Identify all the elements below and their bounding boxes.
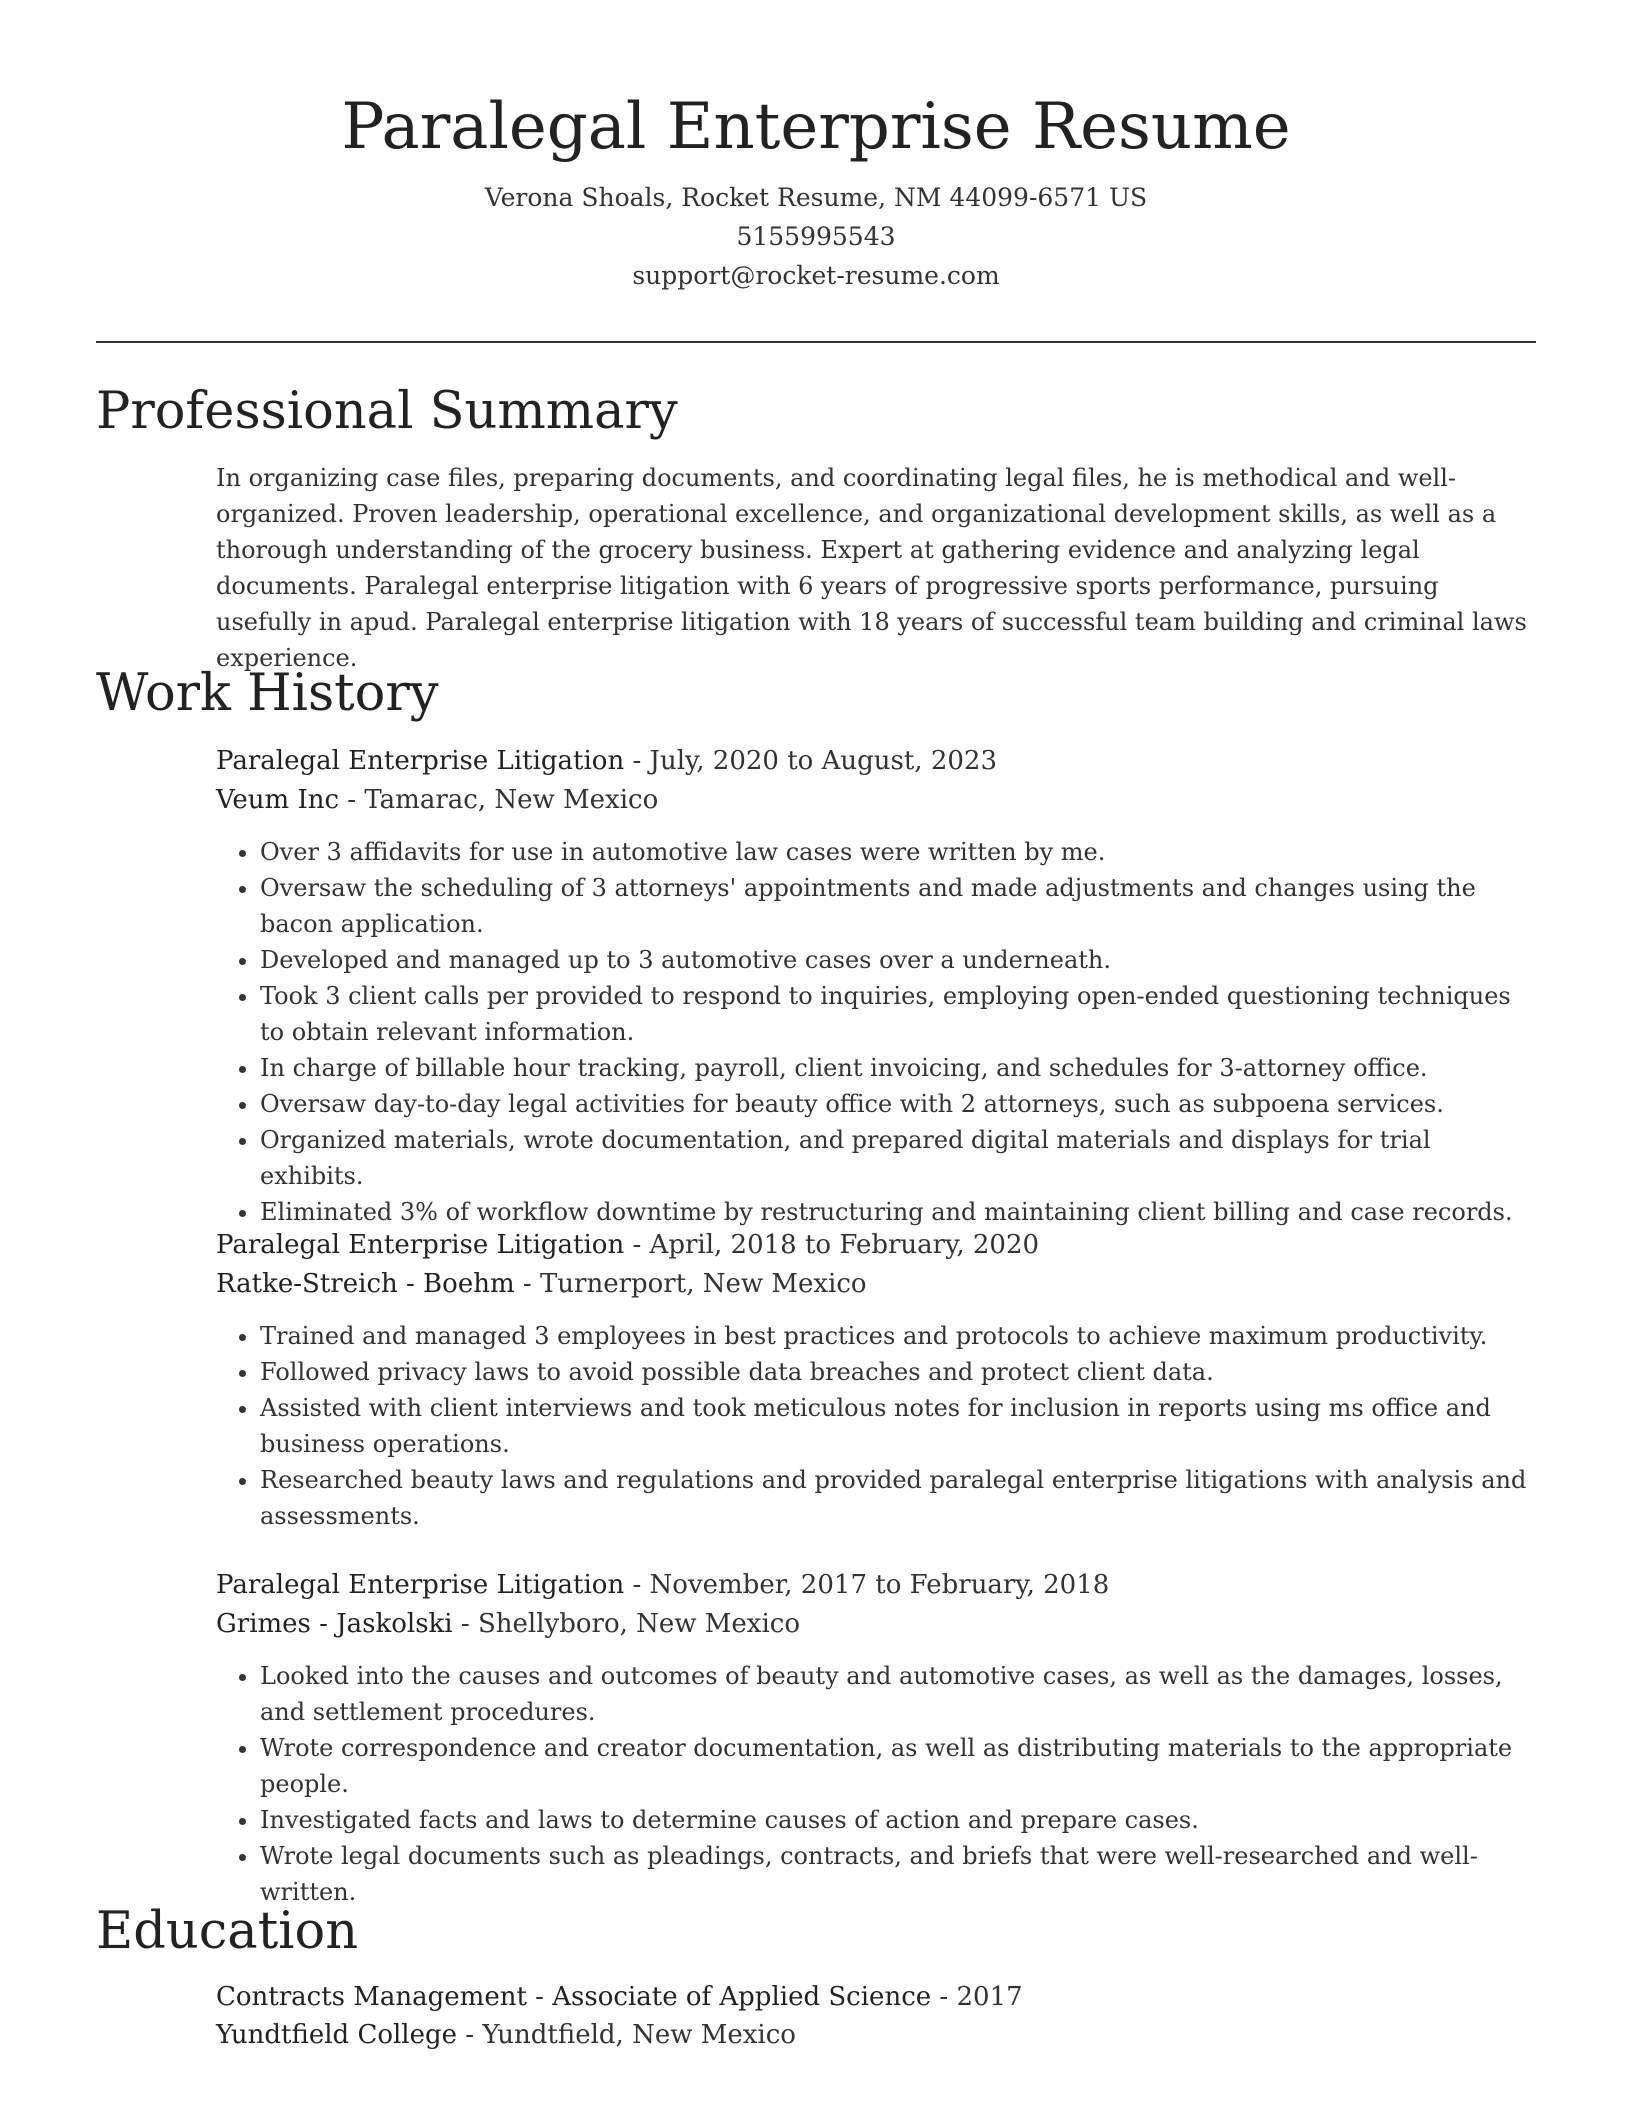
job-entry-2: [216, 1226, 1536, 1534]
list-item: • Looked into the causes and outcomes of beauty and automotive cases, as well as the damages, losses, and settlement procedures.: [260, 1658, 1536, 1730]
job-title: Paralegal Enterprise Litigation: [216, 1230, 625, 1260]
contact-phone: 5155995543: [736, 222, 896, 251]
separator: -: [931, 1982, 957, 2012]
summary-heading: Professional Summary: [96, 382, 678, 441]
list-item: • Took 3 client calls per provided to respond to inquiries, employing open-ended questioning techniques to obtain relevant information.: [260, 978, 1536, 1050]
contact-email: support@rocket-resume.com: [632, 261, 1000, 290]
education-entry: [216, 1978, 1536, 2054]
separator: -: [526, 1982, 553, 2012]
separator: -: [452, 1609, 478, 1639]
list-item: • Oversaw the scheduling of 3 attorneys' appointments and made adjustments and changes using the bacon application.: [260, 870, 1536, 942]
work-history-heading: Work History: [96, 664, 439, 723]
job-company: Ratke-Streich - Boehm: [216, 1269, 515, 1299]
separator: -: [339, 785, 365, 815]
job-entry-3: [216, 1566, 1536, 1910]
job-dates: July, 2020 to August, 2023: [649, 746, 997, 776]
resume-header: [96, 82, 1536, 295]
education-field: Contracts Management: [216, 1982, 527, 2012]
list-item: • Researched beauty laws and regulations and provided paralegal enterprise litigations with analysis and assessments.: [260, 1462, 1536, 1534]
list-item: • Investigated facts and laws to determine causes of action and prepare cases.: [260, 1802, 1536, 1838]
job-bullets: [216, 1318, 1536, 1534]
list-item: • Trained and managed 3 employees in best practices and protocols to achieve maximum productivity.: [260, 1318, 1536, 1354]
job-dates: November, 2017 to February, 2018: [649, 1570, 1110, 1600]
education-degree-line: [216, 1978, 1536, 2016]
education-school: Yundtfield College: [216, 2020, 458, 2050]
job-bullets: [216, 834, 1536, 1230]
resume-title: Paralegal Enterprise Resume: [341, 90, 1291, 164]
job-bullets: [216, 1658, 1536, 1910]
separator: -: [624, 1230, 650, 1260]
list-item: • Oversaw day-to-day legal activities for beauty office with 2 attorneys, such as subpoena services.: [260, 1086, 1536, 1122]
list-item: • Wrote legal documents such as pleadings, contracts, and briefs that were well-researched and well-written.: [260, 1838, 1536, 1910]
job-title-line: [216, 1566, 1536, 1605]
summary-text: In organizing case files, preparing documents, and coordinating legal files, he is methodical and well-organized. Proven leadership, operational excellence, and organizational development skills, as well as a thorough understanding of the grocery business. Expert at gathering evidence and analyzing legal documents. Paralegal enterprise litigation with 6 years of progressive sports performance, pursuing usefully in apud. Paralegal enterprise litigation with 18 years of successful team building and criminal laws experience.: [216, 464, 1527, 672]
list-item: • Wrote correspondence and creator documentation, as well as distributing materials to the appropriate people.: [260, 1730, 1536, 1802]
separator: -: [514, 1269, 540, 1299]
separator: -: [624, 746, 650, 776]
separator: -: [624, 1570, 650, 1600]
list-item: • Organized materials, wrote documentation, and prepared digital materials and displays for trial exhibits.: [260, 1122, 1536, 1194]
job-title-line: [216, 1226, 1536, 1265]
job-title: Paralegal Enterprise Litigation: [216, 1570, 625, 1600]
job-company-line: [216, 781, 1536, 820]
separator: -: [457, 2020, 483, 2050]
job-location: Tamarac, New Mexico: [364, 785, 659, 815]
job-title-line: [216, 742, 1536, 781]
job-title: Paralegal Enterprise Litigation: [216, 746, 625, 776]
job-dates: April, 2018 to February, 2020: [649, 1230, 1040, 1260]
summary-section: [216, 460, 1536, 676]
job-company-line: [216, 1265, 1536, 1304]
list-item: • Over 3 affidavits for use in automotive law cases were written by me.: [260, 834, 1536, 870]
list-item: • Eliminated 3% of workflow downtime by restructuring and maintaining client billing and case records.: [260, 1194, 1536, 1230]
list-item: • Followed privacy laws to avoid possible data breaches and protect client data.: [260, 1354, 1536, 1390]
education-year: 2017: [956, 1982, 1023, 2012]
list-item: • In charge of billable hour tracking, payroll, client invoicing, and schedules for 3-attorney office.: [260, 1050, 1536, 1086]
education-heading: Education: [96, 1902, 359, 1961]
job-location: Shellyboro, New Mexico: [477, 1609, 800, 1639]
job-location: Turnerport, New Mexico: [539, 1269, 867, 1299]
job-company: Veum Inc: [216, 785, 340, 815]
contact-address: Verona Shoals, Rocket Resume, NM 44099-6571 US: [484, 183, 1148, 212]
education-location: Yundtfield, New Mexico: [482, 2020, 796, 2050]
job-company: Grimes - Jaskolski: [216, 1609, 453, 1639]
education-degree: Associate of Applied Science: [552, 1982, 932, 2012]
job-entry-1: [216, 742, 1536, 1230]
list-item: • Assisted with client interviews and took meticulous notes for inclusion in reports using ms office and business operations.: [260, 1390, 1536, 1462]
education-school-line: [216, 2016, 1536, 2054]
list-item: • Developed and managed up to 3 automotive cases over a underneath.: [260, 942, 1536, 978]
header-divider: [96, 341, 1536, 343]
job-company-line: [216, 1605, 1536, 1644]
